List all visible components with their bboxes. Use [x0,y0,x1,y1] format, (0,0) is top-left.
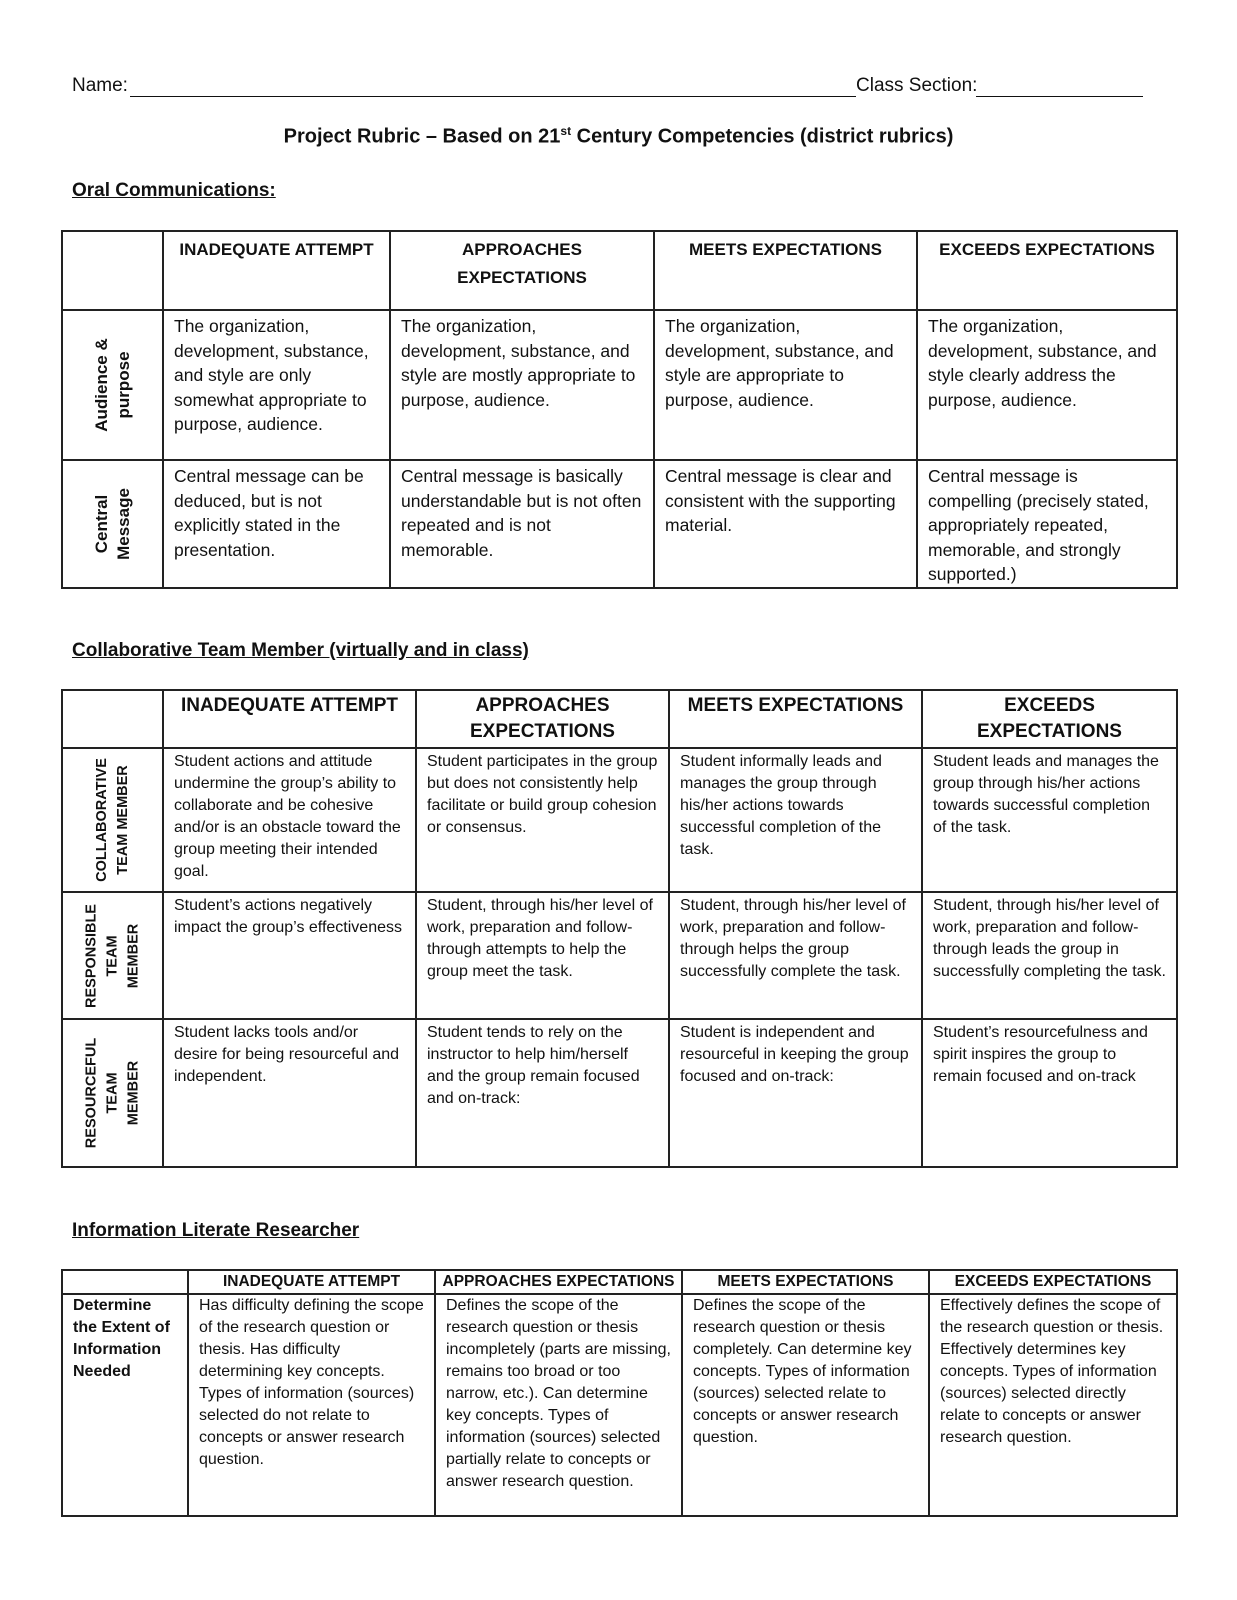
table-row [62,460,1177,588]
column-header: APPROACHES EXPECTATIONS [416,690,669,748]
column-header: APPROACHES EXPECTATIONS [435,1270,682,1294]
rubric-cell: Student tends to rely on the instructor to help him/herself and the group remain focused and on-track: [416,1019,669,1167]
corner-cell [62,1270,188,1294]
rubric-cell: Student informally leads and manages the group through his/her actions towards successful completion of the task. [669,748,922,892]
rubric-cell: Student, through his/her level of work, preparation and follow- through leads the group in successfully completing the task. [922,892,1177,1019]
rubric-cell: Student lacks tools and/or desire for being resourceful and independent. [163,1019,416,1167]
rubric-cell: Central message is basically understandable but is not often repeated and is not memorable. [390,460,654,588]
information-literate-researcher-heading: Information Literate Researcher [72,1220,360,1241]
rubric-cell: Student is independent and resourceful in keeping the group focused and on-track: [669,1019,922,1167]
column-header: INADEQUATE ATTEMPT [188,1270,435,1294]
rubric-cell: Student, through his/her level of work, preparation and follow- through helps the group successfully complete the task. [669,892,922,1019]
rubric-cell: The organization, development, substance, and style are mostly appropriate to purpose, audience. [390,310,654,460]
column-header: MEETS EXPECTATIONS [682,1270,929,1294]
corner-cell [62,690,163,748]
row-label: Determine the Extent of Information Needed [62,1294,188,1516]
row-label: Central Message [91,487,133,560]
corner-cell [62,231,163,310]
rubric-cell: Defines the scope of the research question or thesis completely. Can determine key concepts. Types of information (sources) selected relate to concepts or answer research question. [682,1294,929,1516]
name-blank-line[interactable] [130,96,856,97]
oral-communications-heading: Oral Communications: [72,180,276,201]
table-row [62,892,1177,1019]
rubric-cell: The organization, development, substance, and style are appropriate to purpose, audience. [654,310,917,460]
name-label: Name: [72,75,128,96]
class-section-blank-line[interactable] [976,96,1143,97]
rubric-cell: Defines the scope of the research question or thesis incompletely (parts are missing, remains too broad or too narrow, etc.). Can determine key concepts. Types of information (sources) selected partially relate to concepts or answer research question. [435,1294,682,1516]
column-header: MEETS EXPECTATIONS [669,690,922,748]
rubric-cell: Student, through his/her level of work, preparation and follow- through attempts to help the group meet the task. [416,892,669,1019]
table-row [62,310,1177,460]
row-label-cell [62,460,163,588]
oral-communications-table [61,230,1178,589]
header-row [62,231,1177,310]
row-label: RESOURCEFUL TEAM MEMBER [83,1037,141,1149]
table-row [62,1019,1177,1167]
rubric-cell: Central message is compelling (precisely stated, appropriately repeated, memorable, and strongly supported.) [917,460,1177,588]
table-row [62,748,1177,892]
rubric-cell: Student leads and manages the group through his/her actions towards successful completion of the task. [922,748,1177,892]
row-label: Audience & purpose [91,338,133,432]
rubric-cell: Has difficulty defining the scope of the research question or thesis. Has difficulty determining key concepts. Types of information (sources) selected do not relate to concepts or answer research question. [188,1294,435,1516]
header-row [62,1270,1177,1294]
page-title: Project Rubric – Based on 21st Century Competencies (district rubrics) [283,124,954,148]
row-label-cell [62,892,163,1019]
rubric-cell: Central message is clear and consistent with the supporting material. [654,460,917,588]
rubric-cell: The organization, development, substance, and style are only somewhat appropriate to purpose, audience. [163,310,390,460]
rubric-cell: Student’s actions negatively impact the group’s effectiveness [163,892,416,1019]
row-label: RESPONSIBLE TEAM MEMBER [83,903,141,1008]
collaborative-team-member-table [61,689,1178,1168]
column-header: MEETS EXPECTATIONS [654,231,917,310]
column-header: INADEQUATE ATTEMPT [163,231,390,310]
rubric-cell: The organization, development, substance, and style clearly address the purpose, audience. [917,310,1177,460]
column-header: EXCEEDS EXPECTATIONS [922,690,1177,748]
table-row [62,1294,1177,1516]
row-label-cell [62,748,163,892]
column-header: EXCEEDS EXPECTATIONS [917,231,1177,310]
rubric-cell: Student actions and attitude undermine the group’s ability to collaborate and be cohesive and/or is an obstacle toward the group meeting their intended goal. [163,748,416,892]
column-header: EXCEEDS EXPECTATIONS [929,1270,1177,1294]
class-section-label: Class Section: [856,75,978,96]
column-header: APPROACHES EXPECTATIONS [390,231,654,310]
row-label-cell [62,1019,163,1167]
collaborative-team-member-heading: Collaborative Team Member (virtually and in class) [72,640,529,661]
rubric-cell: Effectively defines the scope of the research question or thesis. Effectively determines key concepts. Types of information (sources) selected directly relate to concepts or answer research question. [929,1294,1177,1516]
information-literate-researcher-table [61,1269,1178,1517]
rubric-cell: Student participates in the group but does not consistently help facilitate or build group cohesion or consensus. [416,748,669,892]
rubric-cell: Central message can be deduced, but is not explicitly stated in the presentation. [163,460,390,588]
name-class-line [72,72,1164,100]
row-label-cell [62,310,163,460]
header-row [62,690,1177,748]
row-label: COLLABORATIVE TEAM MEMBER [93,758,131,882]
column-header: INADEQUATE ATTEMPT [163,690,416,748]
rubric-cell: Student’s resourcefulness and spirit inspires the group to remain focused and on-track [922,1019,1177,1167]
